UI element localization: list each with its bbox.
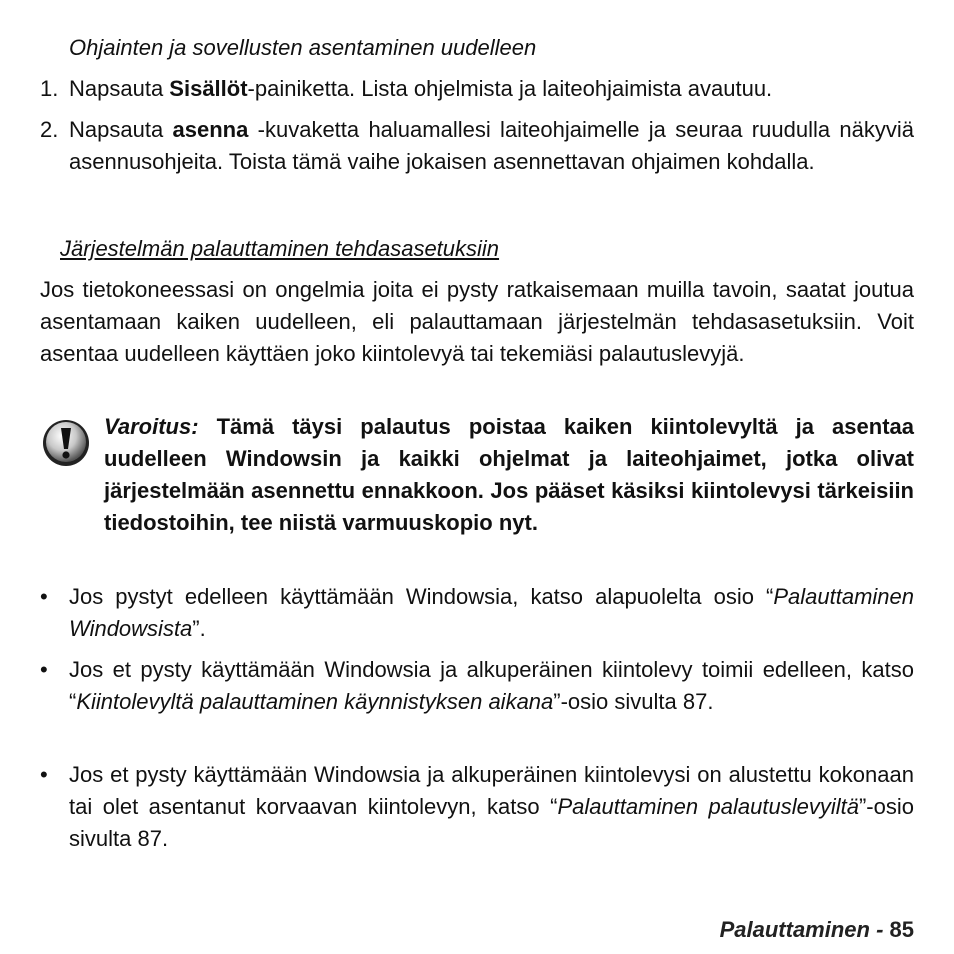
intro-paragraph: Jos tietokoneessasi on ongelmia joita ei pysty ratkaisemaan muilla tavoin, saatat joutua asentamaan kaiken uudelleen, eli palauttamaan järjestelmän tehdasasetuksiin. Voit asentaa uudelleen käyttäen joko kiintolevyä tai tekemiäsi palautuslevyjä. [40,277,914,366]
page-number: 85 [889,917,914,942]
section-heading-reinstall: Ohjainten ja sovellusten asentaminen uudelleen [69,35,537,60]
bullet-text: Jos pystyt edelleen käyttämään Windowsia, katso alapuolelta osio “Palauttaminen Windowsista”. [69,584,914,641]
bullet-symbol: • [40,657,48,682]
install-icon-label: asenna [172,117,249,142]
warning-box-text: Varoitus: Tämä täysi palautus poistaa kaiken kiintolevyltä ja asentaa uudelleen Windowsin ja kaikki ohjelmat ja laiteohjaimet, jotka olivat järjestelmään asennettu ennakkoon. Jos pääset käsiksi kiintolevysi tärkeisiin tiedostoihin, tee niistä varmuuskopio nyt. [104,414,914,535]
bullet-text: Jos et pysty käyttämään Windowsia ja alkuperäinen kiintolevysi on alustettu kokonaan tai olet asentanut korvaavan kiintolevyn, katso “Palauttaminen palautuslevyiltä”-osio sivulta 87. [69,762,914,851]
exclamation-warning-icon [41,418,91,468]
warning-label: Varoitus: [104,414,199,439]
bullet-text: Jos et pysty käyttämään Windowsia ja alkuperäinen kiintolevy toimii edelleen, katso “Kiintolevyltä palauttaminen käynnistyksen aikana”-osio sivulta 87. [69,657,914,714]
step-number: 2. [40,117,59,142]
chapter-name: Palauttaminen - [719,917,890,942]
bullet-symbol: • [40,584,48,609]
bullet-symbol: • [40,762,48,787]
step-text: Napsauta Sisällöt-painiketta. Lista ohjelmista ja laiteohjaimista avautuu. [69,76,773,101]
step-number: 1. [40,76,59,101]
page-footer [720,914,914,946]
section-heading-factory-restore: Järjestelmän palauttaminen tehdasasetuksiin [60,236,500,261]
contents-button-label: Sisällöt [169,76,248,101]
step-text: Napsauta asenna -kuvaketta haluamallesi laiteohjaimelle ja seuraa ruudulla näkyviä asennusohjeita. Toista tämä vaihe jokaisen asennettavan ohjaimen kohdalla. [69,117,914,174]
